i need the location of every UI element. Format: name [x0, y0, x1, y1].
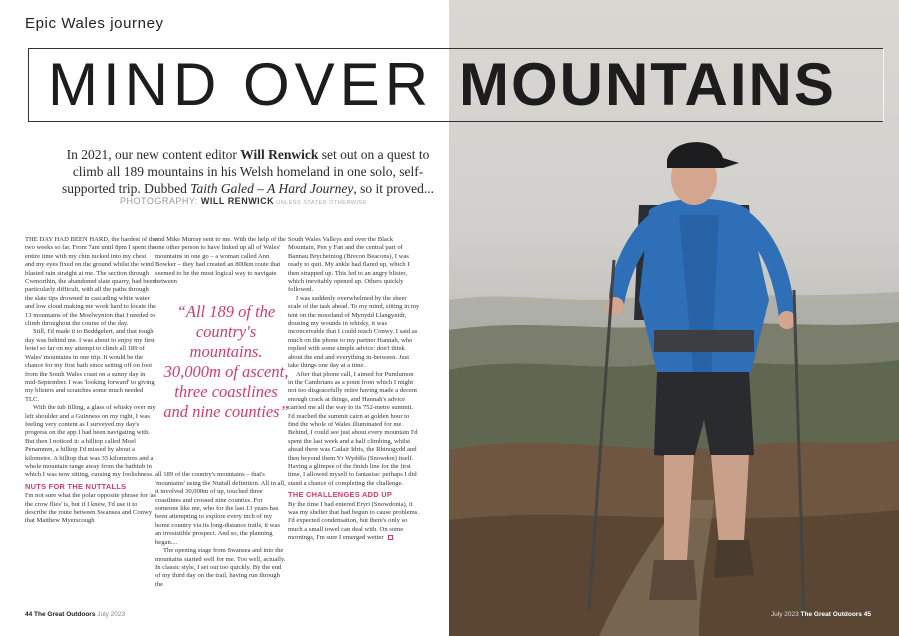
col3-paragraph-4 — [288, 501, 420, 543]
col2-paragraph-2: all 189 of the country's mountains – that's 'mountains' using the Nuttall definition. All in all, it involved 30,000m of up, touched three coastlines and crossed nine counties. For someone like me, who for the last 13 years has been attempting to explore every inch of my home country via its long-distance trails, it was an irresistible prospect. And so, the planning began.... — [155, 471, 286, 546]
credit-note: UNLESS STATED OTHERWISE — [274, 200, 367, 206]
col1-paragraph-4: I'm not sure what the polar opposite phrase for 'as the crow flies' is, but if I knew, I'd use it to describe the route between Swansea and Conwy that Matthew Myerscough — [25, 492, 157, 525]
col1-p1-text: the hardest of the two weeks so far. From 7am until 8pm I spent the entire time with my chin tucked into my chest and my eyes fixed on the ground whilst the wind blasted rain straight at me. The section through Cwmorthin, the abandoned slate quarry, had been particularly difficult, with all the paths through the slate tips drowned in cascading white water and low cloud making me work hard to locate the 13 mountains of the Moelwynion that I needed to climb throughout the course of the day. — [25, 236, 157, 328]
standfirst-author: Will Renwick — [240, 147, 319, 162]
col3-paragraph-3: After that phone call, I aimed for Pumlumon in the Cambrians as a point from which I might not too disgracefully retire having made a decent enough crack at things, and Hannah's advice carried me all the way to its 752-metre summit. I'd reached the summit cairn at golden hour to find the whole of Wales illuminated for me. Behind, I could see just about every mountain I'd spent the last week and a half climbing, whilst ahead there was Cadair Idris, the Rhinogydd and then beyond them Yr Wyddfa (Snowdon) itself. Having a glimpse of the finish line for the first time, I allowed myself to fantasise: perhaps I did stand a chance of completing the challenge. — [288, 370, 418, 487]
continue-marker-icon — [388, 535, 393, 540]
headline-frame-right — [883, 48, 884, 122]
headline-light: MIND OVER — [48, 51, 434, 118]
page-number-right: 45 — [863, 611, 871, 618]
col2-paragraph-1: and Mike Murray sent to me. With the help of the one other person to have linked up all of Wales' mountains in one go – a woman called Ann Bowker – they had created an 800km route that seemed to be the most logical way to navigate between — [155, 236, 286, 286]
col1-paragraph-2: Still, I'd made it to Beddgelert, and that tough day was behind me. I was about to enjoy my first hotel so far on my attempt to climb all 189 of Wales' mountains in one trip. It would be the chance for my first bath since setting off on foot from the South Wales coast on a sunny day in mid-September. I was 'looking forward' to giving my blisters and scratches some much needed TLC. — [25, 328, 155, 403]
standfirst-trip-name: Taith Galed – A Hard Journey — [190, 181, 354, 196]
section-label: Epic Wales journey — [25, 15, 164, 32]
footer-left — [25, 611, 125, 618]
pull-quote: “All 189 of the country's mountains. 30,000m of ascent, three coastlines and nine counties” — [163, 302, 289, 421]
footer-right — [771, 611, 871, 618]
col2-paragraph-3: The opening stage from Swansea and into the mountains started well for me. Too well, actually. In classic style, I set out too quickly. By the end of my third day on the trail, having run through the — [155, 547, 286, 588]
photo-credit — [120, 196, 440, 206]
credit-label: PHOTOGRAPHY: — [120, 196, 201, 206]
col1-paragraph-1 — [25, 236, 157, 328]
credit-name: WILL RENWICK — [200, 196, 275, 206]
issue-date-left: July 2023 — [97, 611, 126, 618]
col3-p4-text: By the time I had entered Eryri (Snowdonia), it was my shelter that had begun to cause problems. I'd expected condensation, but there's only so much a small towel can deal with. On some mornings, I'm sure I emerged wetter — [288, 500, 419, 542]
col3-paragraph-1: South Wales Valleys and over the Black Mountain, Pen y Fan and the central part of Bannau Brycheiniog (Brecon Beacons), I was ready to quit. My ankle had flared up, which I then strapped up. This led to an angry blister, which inevitably opened up. Others quickly followed. — [288, 236, 410, 294]
magazine-name-left: The Great Outdoors — [34, 611, 96, 618]
magazine-name-right: The Great Outdoors — [800, 611, 862, 618]
issue-date-right: July 2023 — [770, 611, 799, 618]
headline-frame — [28, 48, 884, 122]
article-lead: THE DAY HAD BEEN HARD, — [25, 236, 110, 243]
article-column-1 — [25, 236, 157, 526]
standfirst — [62, 146, 434, 197]
page-number-left: 44 — [25, 611, 33, 618]
headline-bold: MOUNTAINS — [459, 51, 836, 118]
standfirst-intro: In 2021, our new content editor — [66, 147, 241, 162]
col3-paragraph-2: I was suddenly overwhelmed by the sheer scale of the task ahead. To my mind, sitting in my tent on the moorland of Mynydd Llangynidr, dousing my wounds in whisky, it was inconceivable that I could reach Conwy. I said as much on the phone to my partner Hannah, who replied with some simple advice: don't think about the end and everything in-between. Just take things one day at a time. — [288, 294, 420, 370]
article-column-3 — [288, 236, 420, 543]
subheading-nuttalls: NUTS FOR THE NUTTALLS — [25, 481, 127, 491]
standfirst-ending: , so it proved... — [353, 181, 434, 196]
subheading-challenges: THE CHALLENGES ADD UP — [288, 490, 393, 500]
col1-paragraph-3: With the tub filling, a glass of whisky over my left shoulder and a Guinness on my right, I was feeling very content as I surveyed my day's progress on the app I had been navigating with. But then I noticed it: a hilltop called Moel Penamnen, a hilltop I'd missed by about a kilometre. A hilltop that was 35 kilometres and a whole mountain range away from the bathtub in which I was now sitting, cursing my foolishness. — [25, 404, 156, 479]
headline-frame-left — [28, 48, 29, 122]
standfirst-middle: set out on a quest to climb all 189 mountains in his Welsh homeland in one solo, self-supported trip. Dubbed — [62, 147, 430, 196]
